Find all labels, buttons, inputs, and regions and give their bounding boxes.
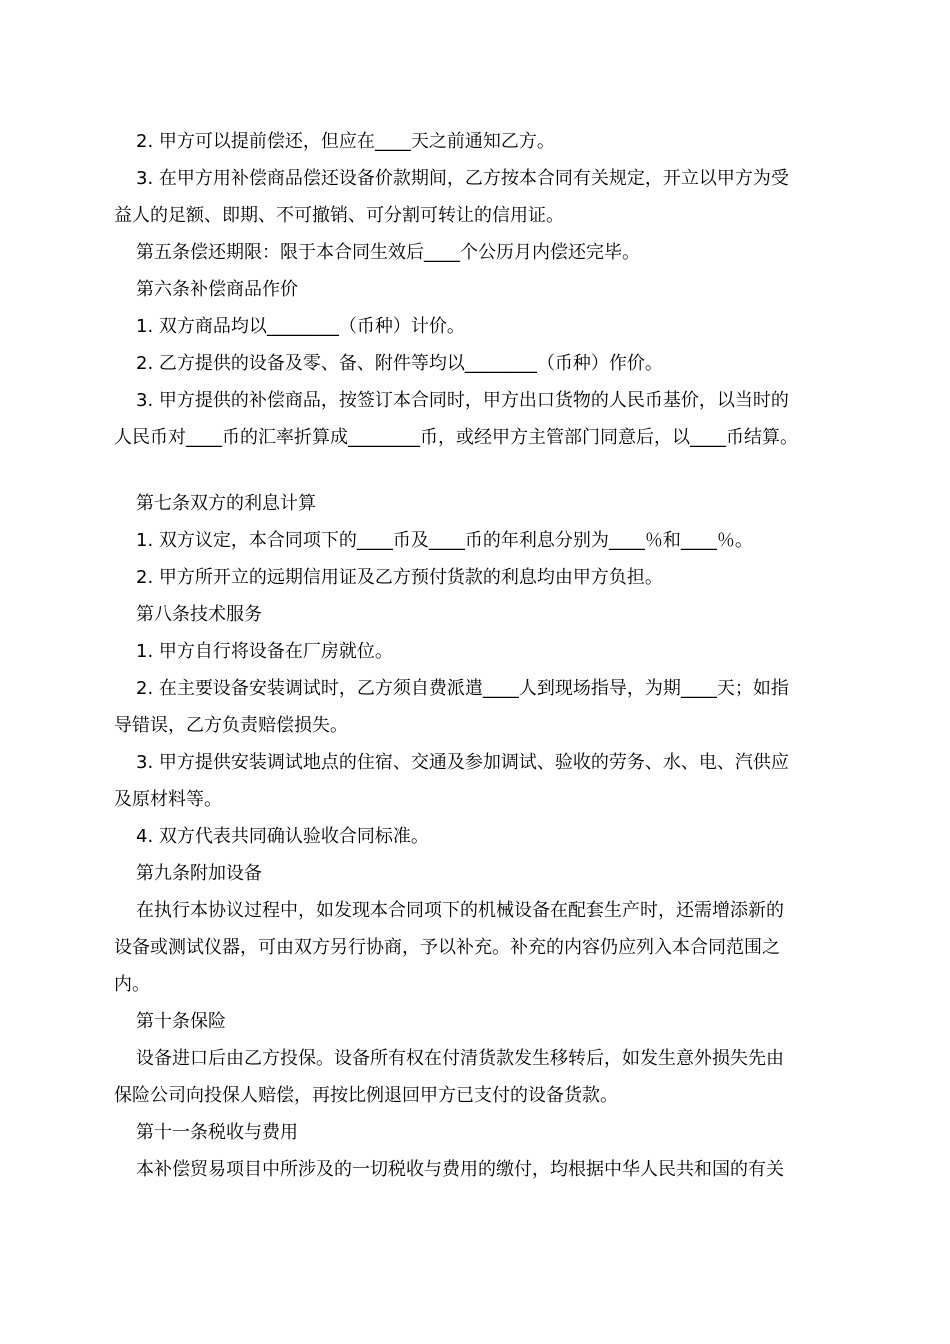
text-line: 1. 双方议定，本合同项下的____币及____币的年利息分别为____％和____％。 [136,530,753,551]
text-line: 2. 在主要设备安装调试时，乙方须自费派遣____人到现场指导，为期____天；如指 [136,678,789,699]
text-line: 1. 甲方自行将设备在厂房就位。 [136,641,393,662]
text-line: 4. 双方代表共同确认验收合同标准。 [136,826,429,847]
text-line: 保险公司向投保人赔偿，再按比例退回甲方已支付的设备货款。 [114,1085,618,1106]
section-heading: 第八条技术服务 [136,604,262,625]
text-line: 及原材料等。 [114,789,222,810]
text-line: 3. 在甲方用补偿商品偿还设备价款期间，乙方按本合同有关规定，开立以甲方为受 [136,168,789,189]
text-line: 2. 甲方所开立的远期信用证及乙方预付货款的利息均由甲方负担。 [136,567,663,588]
text-line: 设备进口后由乙方投保。设备所有权在付清货款发生移转后，如发生意外损失先由 [136,1048,784,1069]
text-line: 2. 乙方提供的设备及零、备、附件等均以________（币种）作价。 [136,353,663,374]
text-line: 在执行本协议过程中，如发现本合同项下的机械设备在配套生产时，还需增添新的 [136,900,784,921]
section-heading: 第十一条税收与费用 [136,1122,298,1143]
text-line: 导错误，乙方负责赔偿损失。 [114,715,348,736]
section-heading: 第九条附加设备 [136,863,262,884]
text-line: 2. 甲方可以提前偿还，但应在____天之前通知乙方。 [136,131,555,152]
text-line: 益人的足额、即期、不可撤销、可分割可转让的信用证。 [114,205,564,226]
section-heading: 第五条偿还期限：限于本合同生效后____个公历月内偿还完毕。 [136,242,640,263]
section-heading: 第七条双方的利息计算 [136,493,316,514]
section-heading: 第六条补偿商品作价 [136,279,298,300]
text-line: 3. 甲方提供的补偿商品，按签订本合同时，甲方出口货物的人民币基价，以当时的 [136,390,789,411]
text-line: 人民币对____币的汇率折算成________币，或经甲方主管部门同意后，以____币结算。 [114,427,798,448]
text-line: 内。 [114,974,150,995]
paragraph-gap [114,456,838,485]
section-heading: 第十条保险 [136,1011,226,1032]
text-line: 设备或测试仪器，可由双方另行协商，予以补充。补充的内容仍应列入本合同范围之 [114,937,780,958]
text-line: 1. 双方商品均以________（币种）计价。 [136,316,465,337]
text-line: 3. 甲方提供安装调试地点的住宿、交通及参加调试、验收的劳务、水、电、汽供应 [136,752,789,773]
document-page [114,123,838,1188]
text-line: 本补偿贸易项目中所涉及的一切税收与费用的缴付，均根据中华人民共和国的有关 [136,1159,784,1180]
